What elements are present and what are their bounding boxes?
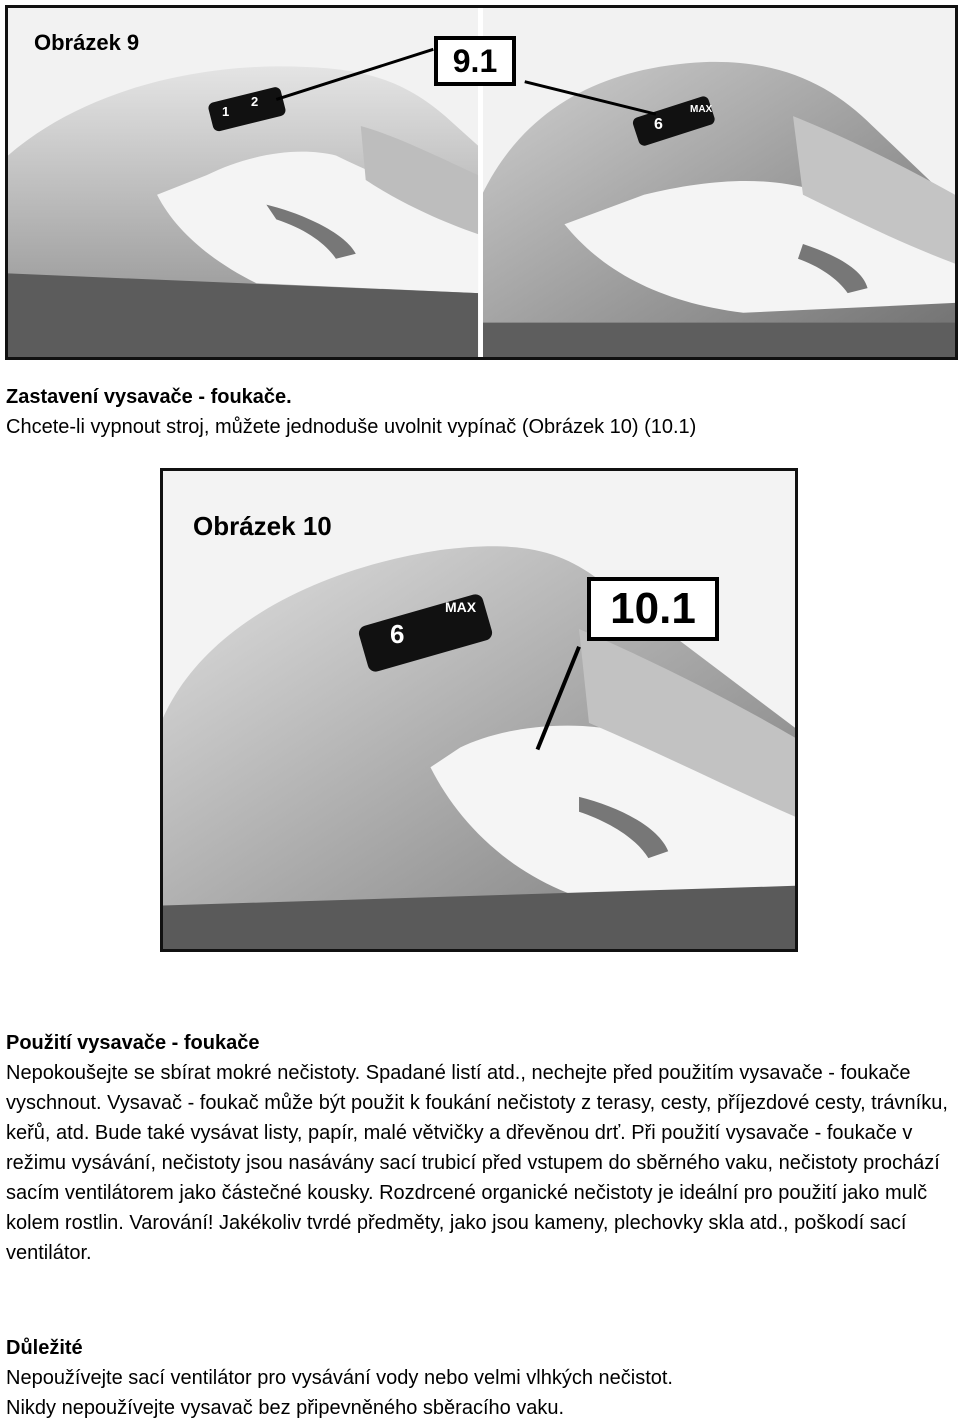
- important-line-1: Nepoužívejte sací ventilátor pro vysávání vody nebo velmi vlhkých nečistot.: [6, 1367, 673, 1389]
- stop-text: Chcete-li vypnout stroj, můžete jednoduše uvolnit vypínač (Obrázek 10) (10.1): [6, 416, 697, 438]
- dial-label-6: 6: [390, 619, 405, 649]
- figure-10-title: Obrázek 10: [193, 511, 332, 541]
- usage-paragraph: Nepokoušejte se sbírat mokré nečistoty. Spadané listí atd., nechejte před použitím vysavače - foukače vyschnout. Vysavač - foukač může být použit k foukání nečistoty z terasy, cesty, příjezdové cesty, trávníku, keřů, atd. Bude také vysávat listy, papír, malé větvičky a dřevěnou drť. Při použití vysavače - foukače v režimu vysávání, nečistoty jsou nasávány sací trubicí před vstupem do sběrného vaku, nečistoty prochází sacím ventilátorem jako částečné kousky. Rozdrcené organické nečistoty je ideální pro použití jako mulč kolem rostlin. Varování! Jakékoliv tvrdé předměty, jako jsou kameny, plechovky skla atd., poškodí sací ventilátor.: [6, 1062, 948, 1264]
- callout-10-1: 10.1: [587, 577, 719, 641]
- important-heading: Důležité: [6, 1337, 83, 1359]
- dial-left-label-2: 2: [251, 94, 259, 109]
- important-section: [6, 1333, 956, 1423]
- figure-9-title: Obrázek 9: [34, 30, 140, 55]
- figure-9: [5, 5, 958, 360]
- dial-right-label-6: 6: [654, 116, 663, 133]
- important-line-2: Nikdy nepoužívejte vysavač bez připevněného sběracího vaku.: [6, 1397, 565, 1419]
- dial-right-label-max: MAX: [690, 104, 713, 115]
- stop-heading: Zastavení vysavače - foukače.: [6, 386, 292, 408]
- figure-10-photo: [163, 471, 795, 949]
- stop-section: [6, 382, 956, 442]
- dial-label-max: MAX: [445, 599, 477, 615]
- usage-section: [6, 1028, 956, 1268]
- figure-10: [160, 468, 798, 952]
- dial-left-label-1: 1: [222, 104, 230, 119]
- usage-heading: Použití vysavače - foukače: [6, 1032, 260, 1054]
- callout-9-1: 9.1: [434, 36, 516, 86]
